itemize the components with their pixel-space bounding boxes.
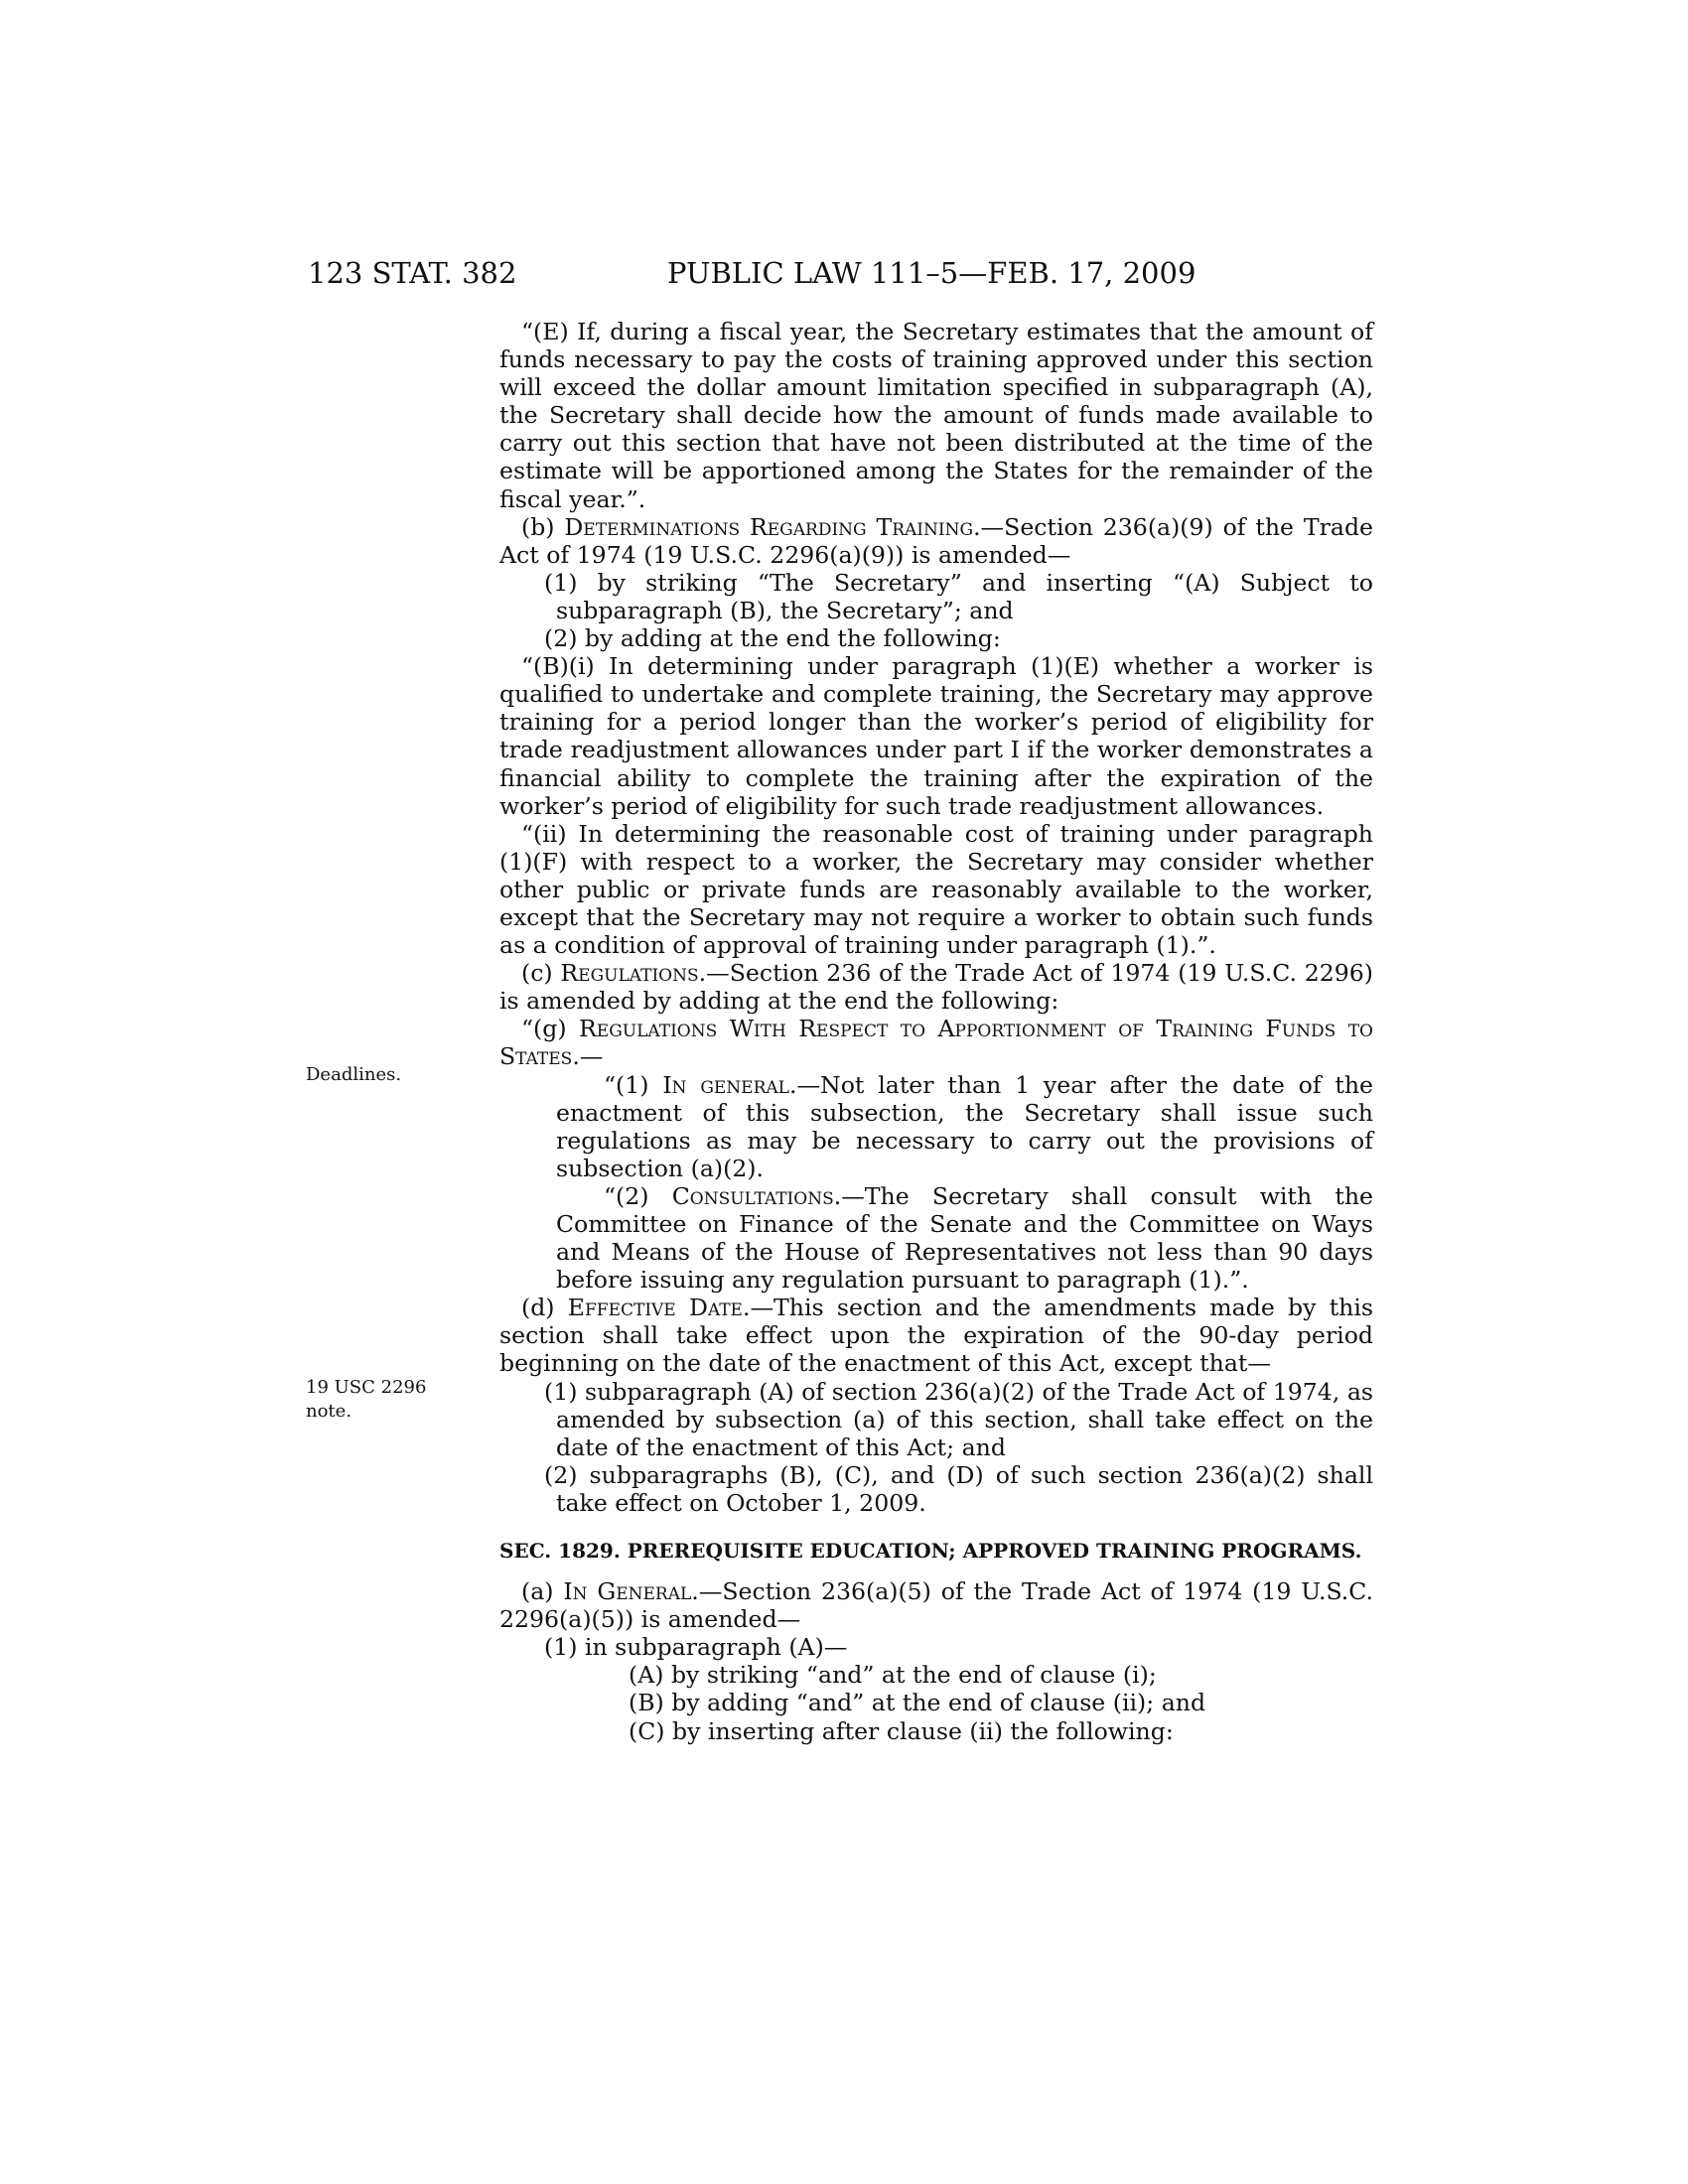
paragraph-g2-prefix: “(2) — [604, 1181, 649, 1210]
paragraph-g1-heading: In general — [662, 1070, 789, 1099]
paragraph-e: “(E) If, during a fiscal year, the Secretary estimates that the amount of funds necessary to pay the costs of training approved under this section will exceed the dollar amount limitation specified in subparagraph (A), the Secretary shall decide how the amount of funds made available to carry out this section that have not been distributed at the time of the estimate will be apportioned among the States for the remainder of the fiscal year.”. — [499, 318, 1373, 513]
paragraph-b1: (1) by striking “The Secretary” and inserting “(A) Subject to subparagraph (B), the Secretary”; and — [544, 568, 1373, 624]
paragraph-b2: (2) by adding at the end the following: — [544, 624, 1001, 653]
paragraph-g-prefix: “(g) — [521, 1015, 567, 1043]
section-heading: SEC. 1829. PREREQUISITE EDUCATION; APPROVED TRAINING PROGRAMS. — [499, 1539, 1362, 1564]
paragraph-a-heading: In General — [563, 1577, 692, 1606]
paragraph-g2 — [499, 1182, 1373, 1294]
margin-note-usc-line2: note. — [306, 1400, 352, 1422]
paragraph-d-prefix: (d) — [521, 1294, 555, 1322]
paragraph-b-ii: “(ii) In determining the reasonable cost of training under paragraph (1)(F) with respect to a worker, the Secretary may consider whether other public or private funds are reasonably available to the worker, except that the Secretary may not require a worker to obtain such funds as a condition of approval of training under paragraph (1).”. — [499, 819, 1373, 960]
paragraph-g1-prefix: “(1) — [604, 1070, 649, 1099]
paragraph-b-i: “(B)(i) In determining under paragraph (1)(E) whether a worker is qualified to undertake and complete training, the Secretary may approve training for a period longer than the worker’s period of eligibility for trade readjustment allowances under part I if the worker demonstrates a financial ability to complete the training after the expiration of the worker’s period of eligibility for such trade readjustment allowances. — [499, 652, 1373, 820]
paragraph-c-heading: Regulations — [560, 959, 699, 988]
paragraph-d-text: .—This section and the amendments made by this section shall take effect upon the expiration of the 90-day period beginning on the date of the enactment of this Act, except that— — [499, 1294, 1374, 1378]
law-title: PUBLIC LAW 111–5—FEB. 17, 2009 — [667, 256, 1196, 290]
paragraph-b-prefix: (b) — [521, 512, 555, 541]
paragraph-b-text: .—Section 236(a)(9) of the Trade Act of 1974 (19 U.S.C. 2296(a)(9)) is amended— — [499, 512, 1374, 569]
paragraph-g2-heading: Consultations — [671, 1181, 834, 1210]
paragraph-d-heading: Effective Date — [567, 1294, 743, 1322]
paragraph-c-text: .—Section 236 of the Trade Act of 1974 (19 U.S.C. 2296) is amended by adding at the end the following: — [499, 959, 1373, 1016]
paragraph-g-heading: Regulations With Respect to Apportionment of Training Funds to States — [499, 1015, 1373, 1071]
paragraph-d2: (2) subparagraphs (B), (C), and (D) of such section 236(a)(2) shall take effect on October 1, 2009. — [544, 1460, 1373, 1517]
paragraph-d1: (1) subparagraph (A) of section 236(a)(2) of the Trade Act of 1974, as amended by subsection (a) of this section, shall take effect on the date of the enactment of this Act; and — [544, 1377, 1373, 1461]
paragraph-g-text: .— — [572, 1042, 604, 1071]
paragraph-g1-text: .—Not later than 1 year after the date of the enactment of this subsection, the Secretary shall issue such regulations as may be necessary to carry out the provisions of subsection (a)(2). — [556, 1070, 1374, 1182]
paragraph-g — [499, 1015, 1373, 1070]
document-body — [499, 318, 1373, 1745]
paragraph-g2-text: .—The Secretary shall consult with the Committee on Finance of the Senate and the Committee on Ways and Means of the House of Representatives not less than 90 days before issuing any regulation pursuant to paragraph (1).”. — [556, 1181, 1373, 1295]
paragraph-a-text: .—Section 236(a)(5) of the Trade Act of 1974 (19 U.S.C. 2296(a)(5)) is amended— — [499, 1577, 1373, 1634]
paragraph-c-prefix: (c) — [521, 959, 553, 988]
page-header — [0, 252, 1688, 292]
margin-note-usc-line1: 19 USC 2296 — [306, 1377, 427, 1398]
stat-reference: 123 STAT. 382 — [308, 256, 517, 290]
paragraph-a1: (1) in subparagraph (A)— — [544, 1633, 848, 1662]
paragraph-b-heading: Determinations Regarding Training — [564, 512, 974, 541]
paragraph-b — [499, 513, 1373, 569]
paragraph-g1 — [499, 1071, 1373, 1182]
margin-note-usc-ref — [306, 1376, 426, 1424]
paragraph-c — [499, 959, 1373, 1015]
paragraph-a-A: (A) by striking “and” at the end of clause (i); — [629, 1661, 1157, 1690]
paragraph-a-B: (B) by adding “and” at the end of clause (ii); and — [629, 1689, 1206, 1717]
paragraph-a-prefix: (a) — [521, 1577, 554, 1606]
paragraph-a-C: (C) by inserting after clause (ii) the following: — [629, 1716, 1174, 1745]
paragraph-d — [499, 1294, 1373, 1377]
paragraph-a — [499, 1577, 1373, 1633]
margin-note-deadlines: Deadlines. — [306, 1064, 402, 1085]
